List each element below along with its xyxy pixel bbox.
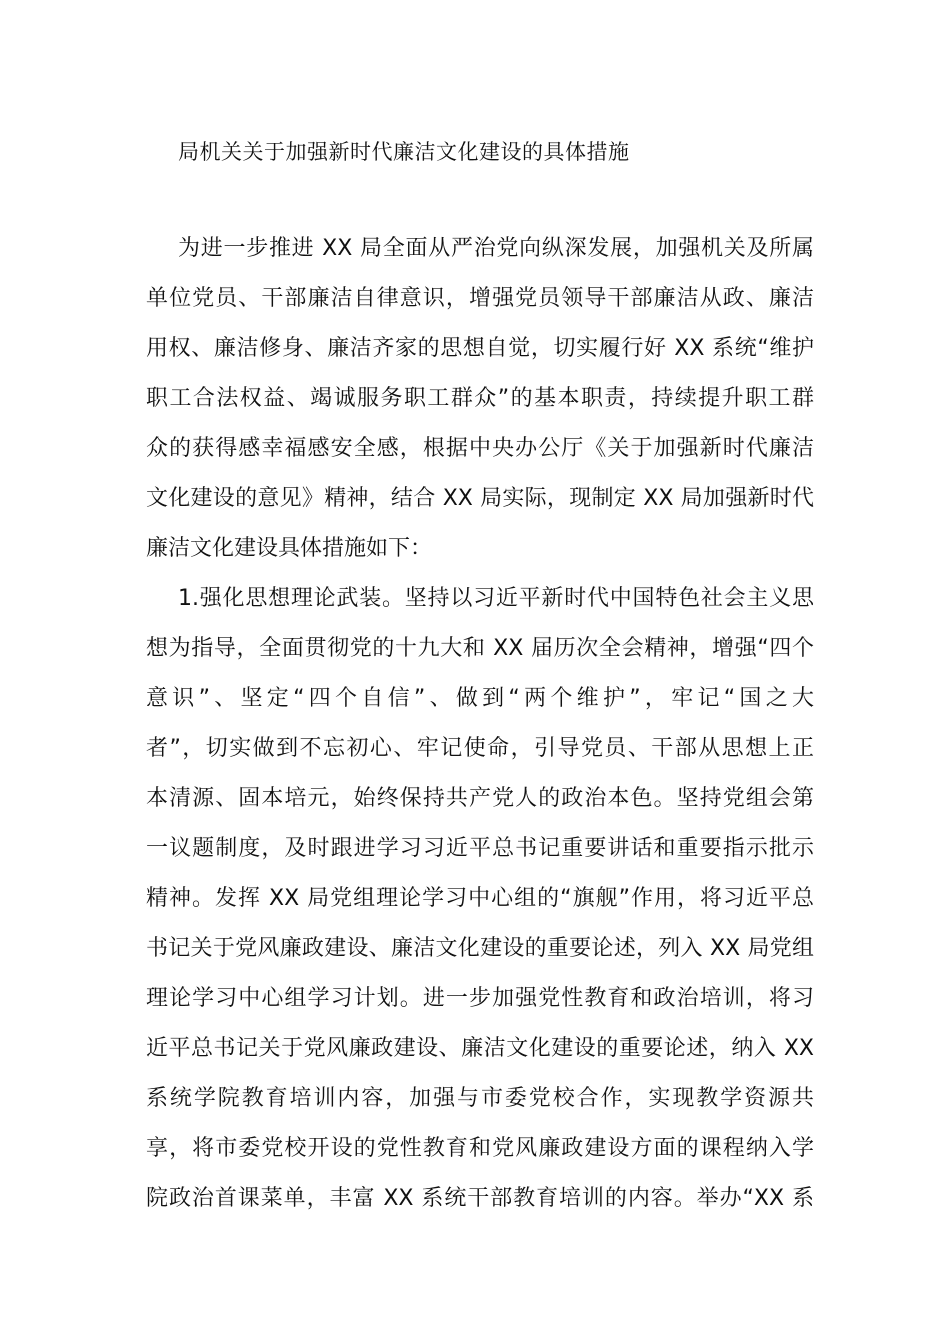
- paragraph-line: 精神。发挥 XX 局党组理论学习中心组的“旗舰”作用，将习近平总: [146, 886, 814, 911]
- paragraph-line: 院政治首课菜单，丰富 XX 系统干部教育培训的内容。举办“XX 系: [146, 1186, 814, 1211]
- paragraph-line: 一议题制度，及时跟进学习习近平总书记重要讲话和重要指示批示: [146, 836, 814, 861]
- paragraph-line: 意识”、坚定“四个自信”、做到“两个维护”，牢记“国之大: [146, 686, 814, 711]
- paragraph-line: 1.强化思想理论武装。坚持以习近平新时代中国特色社会主义思: [178, 586, 814, 611]
- paragraph-line: 为进一步推进 XX 局全面从严治党向纵深发展，加强机关及所属: [178, 236, 814, 261]
- paragraph-line: 书记关于党风廉政建设、廉洁文化建设的重要论述，列入 XX 局党组: [146, 936, 814, 961]
- paragraph-line: 众的获得感幸福感安全感，根据中央办公厅《关于加强新时代廉洁: [146, 436, 814, 461]
- paragraph-line: 职工合法权益、竭诚服务职工群众”的基本职责，持续提升职工群: [146, 386, 814, 411]
- paragraph-line: 文化建设的意见》精神，结合 XX 局实际，现制定 XX 局加强新时代: [146, 486, 814, 511]
- paragraph-line: 享，将市委党校开设的党性教育和党风廉政建设方面的课程纳入学: [146, 1136, 814, 1161]
- paragraph-line: 系统学院教育培训内容，加强与市委党校合作，实现教学资源共: [146, 1086, 814, 1111]
- paragraph-line: 近平总书记关于党风廉政建设、廉洁文化建设的重要论述，纳入 XX: [146, 1036, 814, 1061]
- paragraph-line: 本清源、固本培元，始终保持共产党人的政治本色。坚持党组会第: [146, 786, 814, 811]
- paragraph-line: 单位党员、干部廉洁自律意识，增强党员领导干部廉洁从政、廉洁: [146, 286, 814, 311]
- paragraph-line: 理论学习中心组学习计划。进一步加强党性教育和政治培训，将习: [146, 986, 814, 1011]
- document-title: 局机关关于加强新时代廉洁文化建设的具体措施: [178, 140, 630, 164]
- paragraph-line: 想为指导，全面贯彻党的十九大和 XX 届历次全会精神，增强“四个: [146, 636, 814, 661]
- paragraph-line: 廉洁文化建设具体措施如下：: [146, 536, 433, 561]
- paragraph-line: 者”，切实做到不忘初心、牢记使命，引导党员、干部从思想上正: [146, 736, 814, 761]
- paragraph-line: 用权、廉洁修身、廉洁齐家的思想自觉，切实履行好 XX 系统“维护: [146, 336, 814, 361]
